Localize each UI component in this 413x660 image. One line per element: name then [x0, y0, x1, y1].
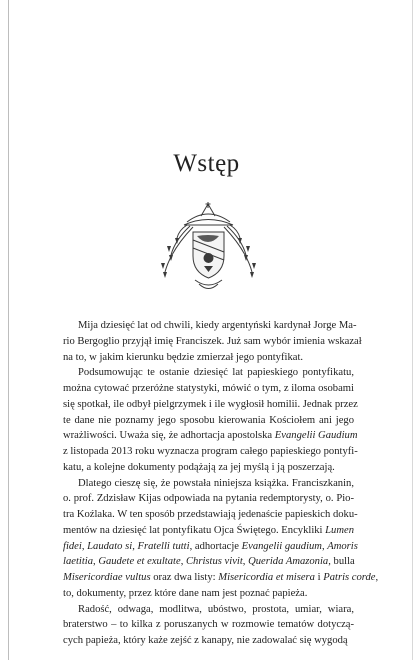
text-run: cych papieża, który każe zejść z kanapy, nie zadowalać się wygodą — [63, 635, 348, 646]
text-run: katu, a kolejne dokumenty podążają za jej myślą i ją poszerzają. — [63, 461, 335, 473]
paragraph — [63, 365, 358, 475]
italic-title: Lumen — [325, 524, 354, 536]
text-run: wrażliwości. Uważa się, że adhortacja apostolska — [63, 430, 275, 442]
paragraph — [63, 476, 379, 602]
italic-title: Misericordia et misera — [218, 572, 315, 583]
text-run: się spotkał, ile odbył pielgrzymek i ile wygłosił homilii. Jednak przez — [63, 398, 358, 410]
text-run: to, dokumenty, przez które dane nam jest poznać papieża. — [63, 587, 308, 599]
text-run: , — [321, 540, 328, 552]
paragraph — [63, 602, 354, 649]
text-line — [63, 476, 354, 492]
italic-title: Laudato si — [87, 540, 133, 552]
text-line — [63, 460, 354, 476]
body-text — [63, 318, 379, 649]
paragraph — [63, 318, 362, 365]
text-line — [63, 334, 362, 350]
page-left-edge — [8, 0, 9, 660]
text-line — [63, 350, 354, 366]
italic-title: Christus vivit — [185, 556, 243, 568]
text-run: , bulla — [328, 556, 355, 568]
text-line — [63, 365, 354, 381]
italic-title: Patris corde — [323, 572, 376, 583]
text-run: , — [132, 540, 138, 552]
papal-coat-of-arms-icon — [157, 200, 260, 295]
italic-title: Fratelli tutti — [137, 540, 190, 552]
text-run: można cytować przeróżne statystyki, mówić o tym, z iloma osobami — [63, 383, 354, 394]
text-run: tra Koźlaka. W ten sposób przedstawiają jedenaście papieskich doku- — [63, 509, 358, 520]
text-line — [63, 428, 358, 444]
italic-title: fidei — [63, 540, 82, 552]
text-run: Dlatego cieszę się, że powstała niniejsza książka. Franciszkanin, — [78, 477, 354, 489]
text-line — [63, 554, 354, 570]
text-run: , — [375, 572, 379, 583]
text-run: , — [81, 540, 88, 552]
text-run: rio Bergoglio przyjął imię Franciszek. Już sam wybór imienia wskazał — [63, 335, 362, 347]
text-line — [63, 413, 354, 429]
text-line — [63, 602, 354, 618]
text-line — [63, 507, 358, 523]
text-run: Podsumowując te ostanie dziesięć lat papieskiego pontyfikatu, — [78, 367, 354, 379]
text-line — [63, 318, 357, 334]
italic-title: Gaudete et exultate — [98, 556, 181, 568]
text-run: o. prof. Zdzisław Kijas odpowiada na pytania redemptorysty, o. Pio- — [63, 493, 354, 505]
text-run: z listopada 2013 roku wyznacza program całego papieskiego pontyfi- — [63, 446, 358, 457]
text-line — [63, 539, 358, 555]
chapter-title: Wstęp — [173, 150, 240, 177]
text-line — [63, 397, 358, 413]
text-run: te dane nie poznamy jego sposobu kierowania Kościołem ani jego — [63, 414, 354, 426]
italic-title: Evangelii gaudium — [241, 540, 322, 552]
text-run: , adhortacje — [189, 540, 242, 552]
text-line — [63, 381, 354, 397]
text-line — [63, 491, 354, 507]
text-run: na to, w jakim kierunku będzie zmierzał jego pontyfikat. — [63, 351, 304, 363]
text-run: braterstwo – to kilka z poruszanych w rozmowie tematów dotyczą- — [63, 619, 354, 631]
text-line — [63, 633, 354, 649]
italic-title: Querida Amazonia — [248, 556, 329, 568]
italic-title: laetitia — [63, 556, 94, 568]
text-run: Mija dziesięć lat od chwili, kiedy argentyński kardynał Jorge Ma- — [78, 320, 357, 331]
text-run: oraz dwa listy: — [150, 572, 219, 583]
text-line — [63, 523, 354, 539]
text-line — [63, 586, 354, 602]
text-line — [63, 617, 354, 633]
text-run: i — [314, 572, 324, 583]
text-run: Radość, odwaga, modlitwa, ubóstwo, prostota, umiar, wiara, — [78, 603, 354, 615]
text-run: , — [180, 556, 186, 568]
text-line — [63, 444, 358, 460]
italic-title: Evangelii Gaudium — [274, 430, 358, 442]
italic-title: Misericordiae vultus — [63, 572, 151, 583]
text-run: , — [93, 556, 99, 568]
text-run: mentów na dziesięć lat pontyfikatu Ojca Świętego. Encykliki — [63, 524, 326, 536]
text-line — [63, 570, 379, 586]
italic-title: Amoris — [327, 540, 358, 552]
text-run: , — [242, 556, 249, 568]
